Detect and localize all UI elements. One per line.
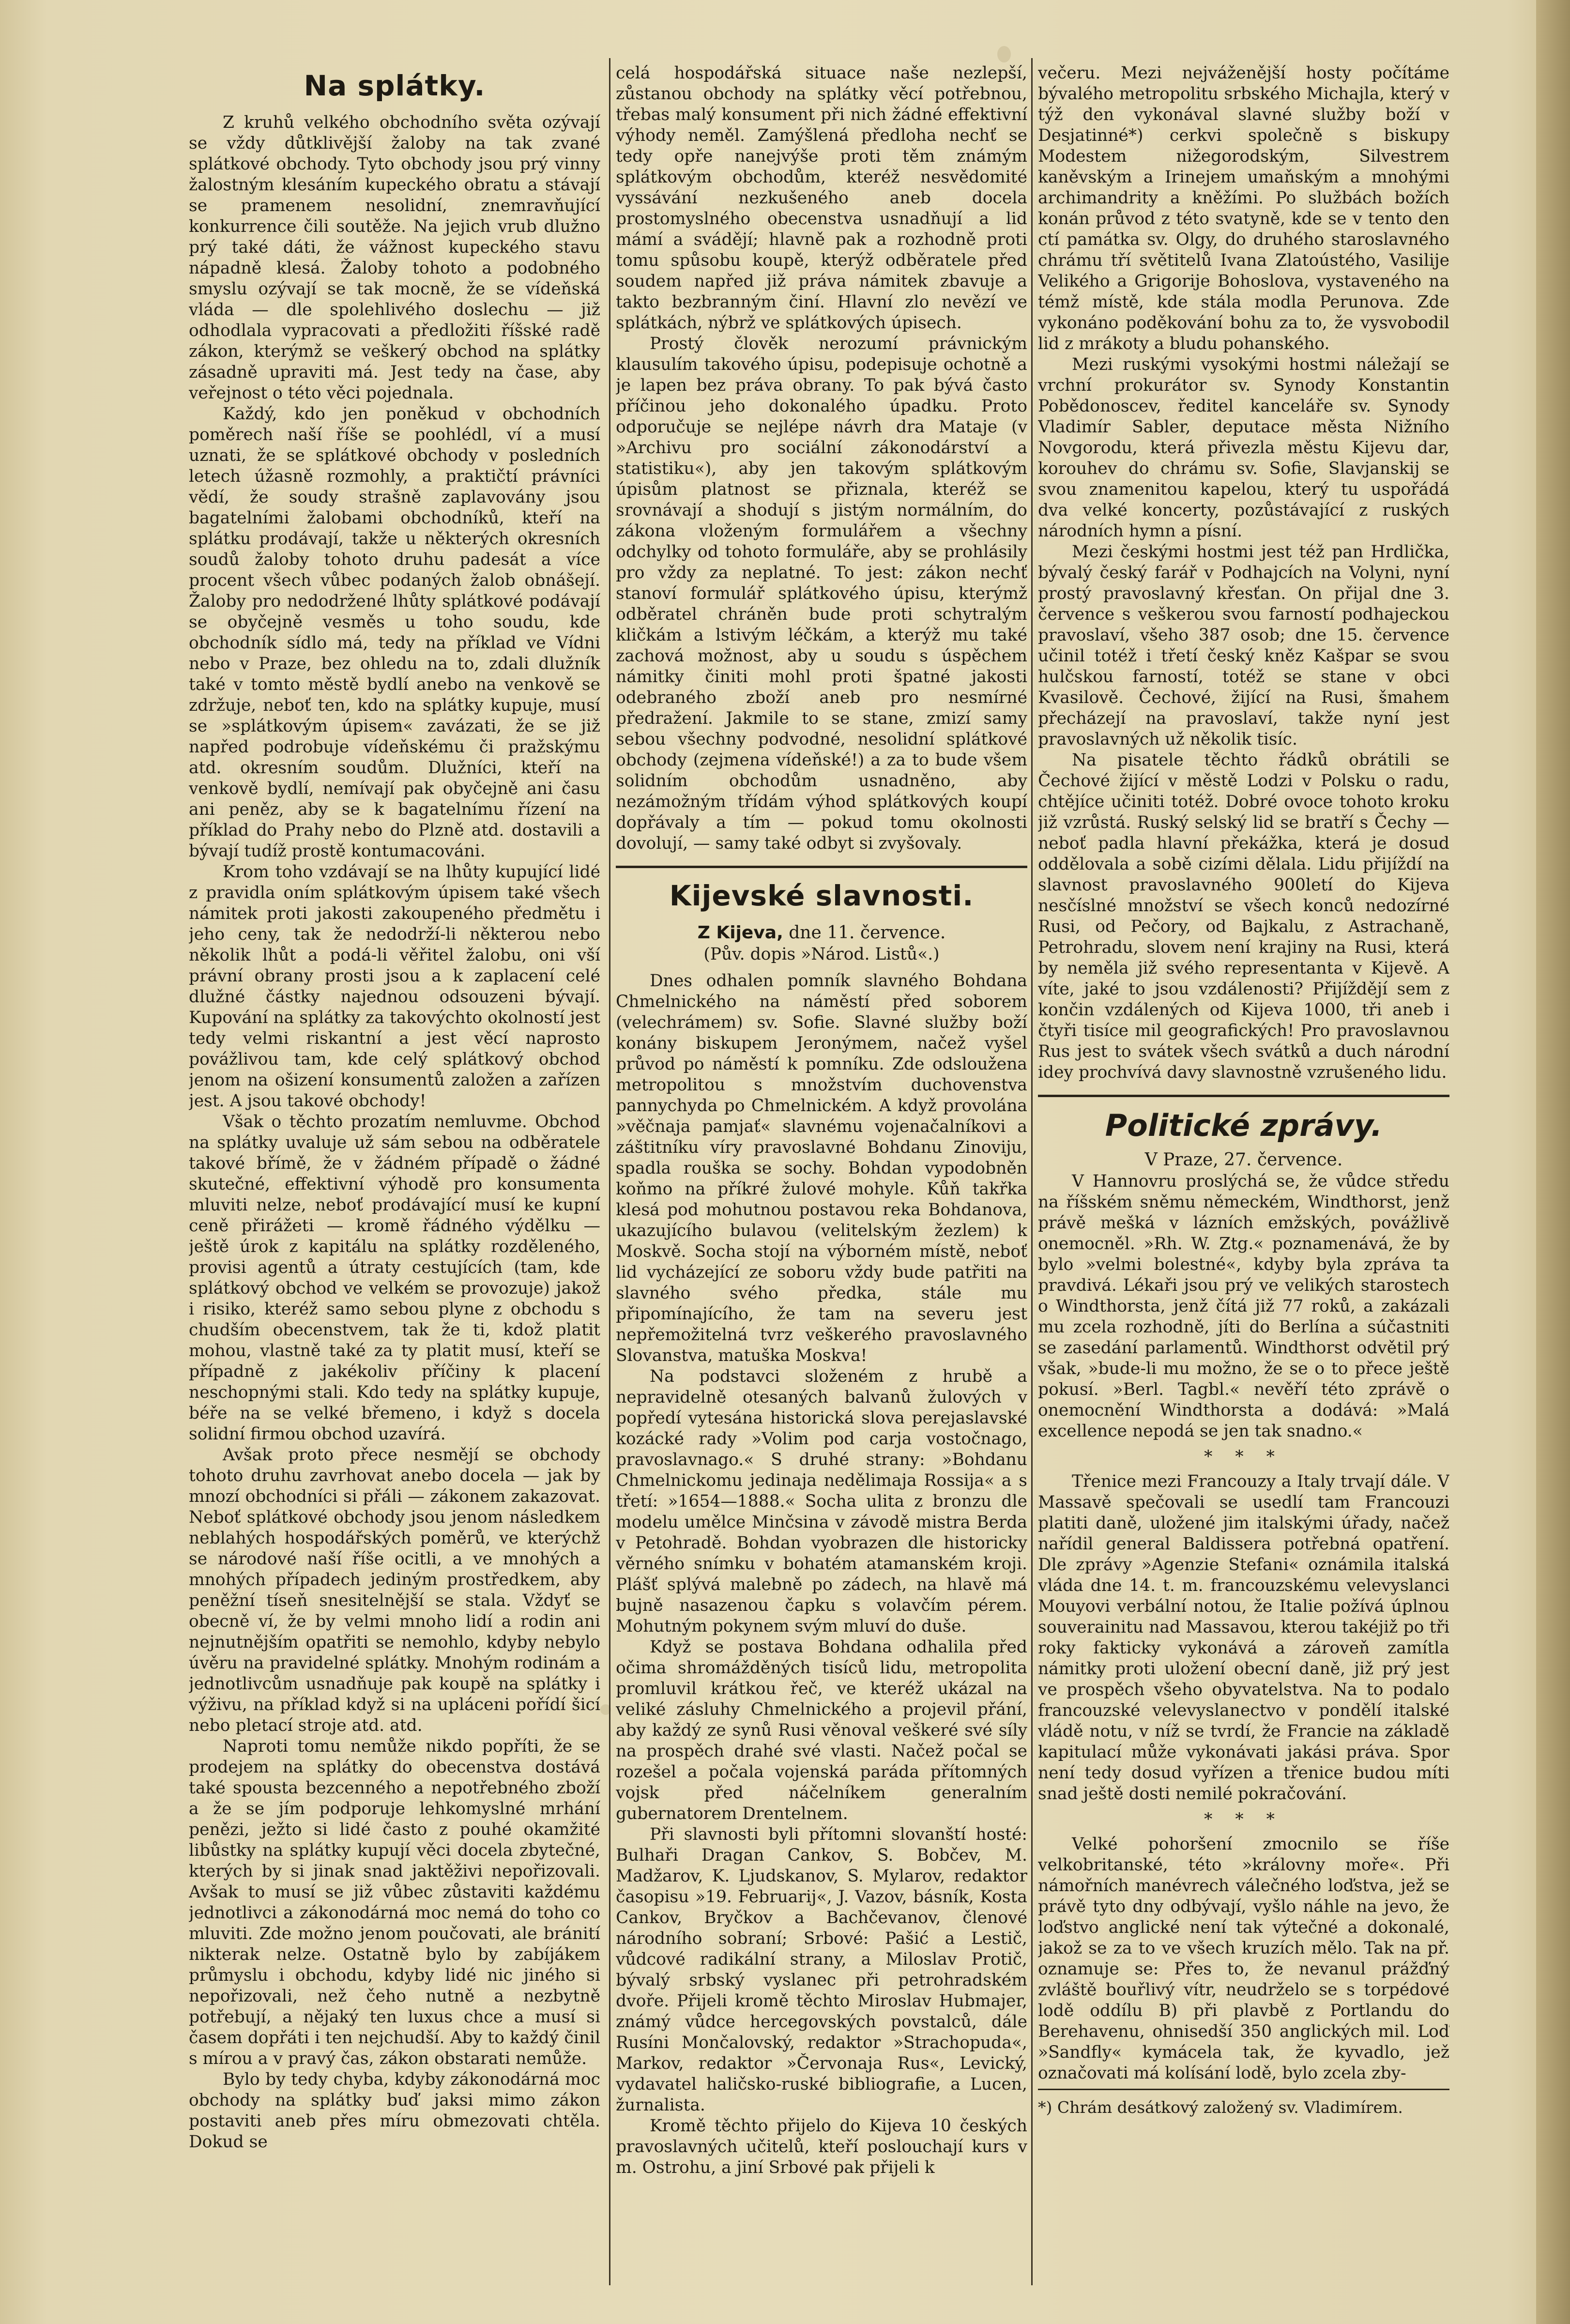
paragraph: Na pisatele těchto řádků obrátili se Čechové žijící v městě Lodzi v Polsku o radu, chtějíce učiniti totéž. Dobré ovoce tohoto kroku již vzrůstá. Ruský selský lid se bratří s Čechy — neboť padla hlavní překážka, která je dosud oddělovala a sobě cizími dělala. Lidu přijíždí na slavnost pravoslavného 900letí do Kijeva nesčíslné množství se všech konců nedozírné Rusi, od Pečory, od Bajkalu, z Astrachaně, Petrohradu, slovem není krajiny na Rusi, která by neměla již svého representanta v Kijevě. A víte, jaké to jsou vzdálenosti? Přijíždějí sem z končin vzdálených od Kijeva 1000, tři aneb i čtyři tisíce mil geografických! Pro pravoslavnou Rus jest to svátek všech svátků a duch národní idey prochvívá davy slavnostně vzrušeného lidu. (1038, 750, 1449, 1082)
paragraph: Avšak proto přece nesmějí se obchody tohoto druhu zavrhovat anebo docela — jak by mnozí obchodníci si přáli — zákonem zakazovat. Neboť splátkové obchody jsou jenom následkem neblahých hospodářských poměrů, ve kterýchž se národové naší říše ocitli, a ve mnohých a mnohých případech jediným prostředkem, aby peněžní tíseň snesitelnější se stala. Vždyť se obecně ví, že by velmi mnoho lidí a rodin ani nejnutnějším opatřiti se nemohlo, kdyby nebylo úvěru na pravidelné splátky. Mnohým rodinám a jednotlivcům usnadňuje pak koupě na splátky i výživu, na příklad když si na upláceni pořídí šicí nebo pletací stroje atd. atd. (189, 1445, 600, 1735)
paragraph: Naproti tomu nemůže nikdo popříti, že se prodejem na splátky do obecenstva dostává také spousta bezcenného a nepotřebného zboží a že se jím podporuje lehkomyslné mrhání penězi, ježto si lidé často z pouhé okamžité libůstky na splátky kupují věci docela zbytečné, kterých by si jinak snad jaktěživi nepořizovali. Avšak to musí se již vůbec zůstaviti každému jednotlivci a zákonodárná moc nemá do toho co mluviti. Zde možno jenom poučovati, ale bránití nikterak nelze. Ostatně bylo by zabíjákem průmyslu i obchodu, kdyby lidé nic jiného si nepořizovali, než čeho nutně a nezbytně potřebují, a nějaký ten luxus chce a musí si časem dopřáti i ten nejchudší. Aby to každý činil s mírou a v pravý čas, zákon obstarati nemůže. (189, 1737, 600, 2068)
paragraph: celá hospodářská situace naše nezlepší, zůstanou obchody na splátky věcí potřebnou, třebas malý konsument při nich žádné effektivní výhody neměl. Zamýšlená předloha nechť se tedy opře nanejvýše proti těm známým splátkovým obchodům, kteréž nesvědomité vyssávání nezkušeného aneb docela prostomyslného obecenstva usnadňují a lid mámí a svádějí; hlavně pak a rozhodně proti tomu spůsobu koupě, kterýž odběratele před soudem napřed již práva námitek zbavuje a takto bezbranným činí. Hlavní zlo nevězí ve splátkách, nýbrž ve splátkových úpisech. (616, 63, 1027, 333)
column-1 (189, 63, 600, 2290)
paragraph: Když se postava Bohdana odhalila před očima shromážděných tisíců lidu, metropolita promluvil krátkou řeč, ve kteréž ukázal na veliké zásluhy Chmelnického a projevil přání, aby každý ze synů Rusi věnoval veškeré své síly na prospěch drahé své vlasti. Načež počal se rozešel a počala vojenská paráda přítomných vojsk před náčelníkem generalním gubernatorem Drentelnem. (616, 1637, 1027, 1823)
column-3 (1038, 63, 1449, 2290)
page-edge (1536, 0, 1570, 2324)
paragraph: V Hannovru proslýchá se, že vůdce středu na říšském sněmu německém, Windthorst, jenž právě mešká v lázních emžských, povážlivě onemocněl. »Rh. W. Ztg.« poznamenává, že by bylo »velmi bolestné«, kdyby byla zpráva ta pravdivá. Lékaři jsou prý ve velikých starostech o Windthorsta, jenž čítá již 77 roků, a zakázali mu zcela rozhodně, jíti do Berlína a súčastniti se zasedání parlamentů. Windthorst odvětil prý však, »bude-li mu možno, že se o to přece ještě pokusí. »Berl. Tagbl.« nevěří této zprávě o onemocnění Windthorsta a dodává: »Malá excellence nepodá se jen tak snadno.« (1038, 1172, 1449, 1441)
paragraph: Prostý člověk nerozumí právnickým klausulím takového úpisu, podepisuje ochotně a je lapen bez práva obrany. To pak bývá často příčinou jeho dokonalého úpadku. Proto odporučuje se nejlépe návrh dra Mataje (v »Archivu pro sociální zákonodárství a statistiku«), aby jen takovým splátkovým úpisům platnost se přiznala, kteréž se srovnávají a shodují s jistým normálním, do zákona vloženým formulářem a všechny odchylky od tohoto formuláře, aby se prohlásily pro vždy za neplatné. To jest: zákon nechť stanoví formulář splátkového úpisu, kterýmž odběratel chráněn bude proti schytralým kličkám a lstivým léčkám, a kterýž mu také zachová možnost, aby u soudu s úspěchem námitky činiti mohl proti špatné jakosti odebraného zboží aneb pro nesmírné předražení. Jakmile to se stane, zmizí samy sebou všechny podvodné, nesolidní splátkové obchody (zejmena vídeňské!) a za to bude všem solidním obchodům usnadněno, aby nezámožným třídám výhod splátkových koupí dopřávaly a tím — pokud tomu okolnosti dovolují, — samy také odbyt si zvyšovaly. (616, 334, 1027, 853)
dateline-place: Z Kijeva, (697, 923, 783, 943)
section-stars: * * * (1204, 1447, 1283, 1467)
section-divider (1038, 1095, 1449, 1097)
dateline-date: dne 11. července. (789, 923, 946, 943)
paragraph: Na podstavci složeném z hrubě a nepravidelně otesaných balvanů žulových v popředí vytesána historická slova perejaslavské kozácké rady »Volim pod carja vostočnago, pravoslavnago.« S druhé strany: »Bohdanu Chmelnickomu jedinaja nedělimaja Rossija« a s třetí: »1654—1888.« Socha ulita z bronzu dle modelu umělce Minčsina v závodě mistra Berda v Petohradě. Bohdan vyobrazen dle historicky věrného snímku v bohatém atamanském kroji. Plášť splývá malebně po zádech, na hlavě má bujně nasazenou čapku s volavčím pérem. Mohutným pokynem svým mluví do duše. (616, 1367, 1027, 1636)
paragraph: Z kruhů velkého obchodního světa ozývají se vždy důtklivější žaloby na tak zvané splátkové obchody. Tyto obchody jsou prý vinny žalostným klesáním kupeckého obratu a stávají se pramenem nesolidní, znemravňující konkurrence čili soutěže. Na jejich vrub dlužno prý také dáti, že vážnost kupeckého stavu nápadně klesá. Žaloby tohoto a podobného smyslu ozývají se tak mocně, že se vídeňská vláda — dle spolehlivého doslechu — již odhodlala vypracovati a předložiti říšské radě zákon, kterýmž se veškerý obchod na splátky zásadně upraviti má. Jest tedy na čase, aby veřejnost o této věci pojednala. (189, 113, 600, 403)
paragraph: Krom toho vzdávají se na lhůty kupující lidé z pravidla oním splátkovým úpisem také všech námitek proti jakosti zakoupeného předmětu i jeho ceny, tak že nedodrží-li některou nebo několik lhůt a podá-li věřitel žalobu, oni vší právní obrany prosti jsou a k zaplacení celé dlužné částky najednou odsouzeni bývají. Kupování na splátky za takovýchto okolností jest tedy velmi riskantní a jest věcí naprosto povážlivou tam, kde celý splátkový obchod jenom na ošizení konsumentů založen a zařízen jest. A jsou takové obchody! (189, 862, 600, 1111)
paragraph: Každý, kdo jen poněkud v obchodních poměrech naší říše se poohlédl, ví a musí uznati, že se splátkové obchody v posledních letech úžasně rozmohly, a praktičtí právníci vědí, že soudy strašně zaplavovány jsou bagatelními žalobami obchodníků, kteří na splátku prodávají, takže u některých okresních soudů žaloby tohoto druhu padesát a více procent všech vůbec podaných žalob obnášejí. Žaloby pro nedodržené lhůty splátkové podávají se obyčejně vesměs u toho soudu, kde obchodník sídlo má, tedy na příklad ve Vídni nebo v Praze, bez ohledu na to, zdali dlužník také v tomto městě bydlí anebo na venkově se zdržuje, neboť ten, kdo na splátky kupuje, musí se »splátkovým úpisem« zavázati, že se již napřed podrobuje vídeňskému či pražskýmu atd. okresním soudům. Dlužníci, kteří na venkově bydlí, nemívají pak obyčejně ani času ani peněz, aby se k bagatelnímu řízení na příklad do Prahy nebo do Plzně atd. dostavili a bývají tudíž prostě kontumacováni. (189, 404, 600, 861)
paragraph: Mezi českými hostmi jest též pan Hrdlička, bývalý český farář v Podhajcích na Volyni, nyní prostý pravoslavný křesťan. On přijal dne 3. července s veškerou svou farností podhajeckou pravoslaví, všeho 387 osob; dne 15. července učinil totéž i třetí český kněz Kašpar se svou hulčskou farností, totéž se stane v obci Kvasilově. Čechové, žijící na Rusi, šmahem přecházejí na pravoslaví, takže nyní jest pravoslavných už několik tisíc. (1038, 542, 1449, 749)
section-divider (616, 866, 1027, 868)
column-rule (609, 58, 610, 2285)
footnote-rule (1038, 2089, 1449, 2090)
paragraph: Třenice mezi Francouzy a Italy trvají dále. V Massavě spečovali se usedlí tam Francouzi platiti daně, uložené jim italskými úřady, načež nařídil general Baldissera potřebná opatření. Dle zprávy »Agenzie Stefani« oznámila italská vláda dne 14. t. m. francouzskému velevyslanci Mouyovi verbální notou, že Italie požívá úplnou souverainitu nad Massavou, kterou takéjiž po tři roky fakticky vykonává a zároveň zamítla námitky proti uložení obecní daně, již prý jest ve prospěch všeho obyvatelstva. Na to podalo francouzské velevyslanectvo v pondělí italské vládě notu, v níž se tvrdí, že Francie na základě kapitulací může vykonávati jakási práva. Spor není tedy dosud vyřízen a třenice budou míti snad ještě dosti nemilé pokračování. (1038, 1472, 1449, 1804)
paragraph: Bylo by tedy chyba, kdyby zákonodárná moc obchody na splátky buď jaksi mimo zákon postaviti aneb přes míru obmezovati chtěla. Dokud se (189, 2070, 600, 2152)
paragraph: Mezi ruskými vysokými hostmi náležají se vrchní prokurátor sv. Synody Konstantin Pobědonoscev, ředitel kanceláře sv. Synody Vladimír Sabler, deputace města Nižního Novgorodu, která přivezla městu Kijevu dar, korouhev do chrámu sv. Sofie, Slavjanskij se svou znamenitou kapelou, který tu uspořádá dva velké koncerty, pozůstávající z ruských národních hymn a písní. (1038, 355, 1449, 541)
paragraph: Velké pohoršení zmocnilo se říše velkobritanské, této »královny moře«. Při námořních manévrech válečného loďstva, jež se právě tyto dny odbývají, vyšlo náhle na jevo, že loďstvo anglické není tak výtečné a dokonalé, jakož se za to ve všech kruzích mělo. Tak na př. oznamuje se: Přes to, že nevanul prážďný zvláště bouřlivý vítr, neudrželo se s torpédové lodě oddílu B) při plavbě z Portlandu do Berehavenu, ohnisedší 350 anglických mil. Loď »Sandfly« kymácela tak, že kyvadlo, jež označovati má kolísání lodě, bylo zcela zby- (1038, 1835, 1449, 2083)
paragraph: večeru. Mezi nejváženější hosty počítáme bývalého metropolitu srbského Michajla, který v týž den vykonával slavné služby boží v Desjatinné*) cerkvi společně s biskupy Modestem nižegorodským, Silvestrem kaněvským a Irinejem umaňským a mnohými archimandrity a kněžími. Po službách božích konán průvod z této svatyně, kde se v tento den ctí památka sv. Olgy, do druhého staroslavného chrámu tří světitelů Ivana Zlatoústého, Vasilije Velikého a Grigorije Bohoslova, vystaveného na témž místě, kde stála modla Perunova. Zde vykonáno poděkování bohu za to, že vysvobodil lid z mrákoty a bludu pohanského. (1038, 63, 1449, 353)
paragraph: Však o těchto prozatím nemluvme. Obchod na splátky uvaluje už sám sebou na odběratele takové břímě, že v žádném případě o žádné skutečné, effektivní výhodě pro konsumenta mluviti nelze, neboť prodávající musí ke kupní ceně přirážeti — kromě řádného výdělku — ještě úrok z kapitálu na splátky rozděleného, provisi agentů a útraty cestujících (tam, kde splátkový obchod ve velkém se provozuje) jakož i risiko, kteréž samo sebou plyne z obchodu s chudším obecenstvem, tak že ti, kdož platit mohou, vlastně také za ty platit musí, kteří se případně z jakékoliv příčiny k placení neschopnými stali. Kdo tedy na splátky kupuje, béře na se velké břemeno, i když s docela solidní firmou obchod uzavírá. (189, 1112, 600, 1444)
column-rule (1031, 58, 1033, 2285)
paper-stain (997, 46, 1011, 62)
paragraph: Kromě těchto přijelo do Kijeva 10 českých pravoslavných učitelů, kteří poslouchají kurs v m. Ostrohu, a jiní Srbové pak přijeli k (616, 2116, 1027, 2177)
section-stars: * * * (1204, 1810, 1283, 1829)
dateline: V Praze, 27. července. (1144, 1150, 1343, 1170)
dateline (616, 922, 1027, 943)
section-heading: Politické zprávy. (1105, 1108, 1383, 1143)
article-heading: Kijevské slavnosti. (669, 879, 974, 912)
paragraph: Při slavnosti byli přítomni slovanští hosté: Bulhaři Dragan Cankov, S. Bobčev, M. Madžarov, K. Ljudskanov, S. Mylarov, redaktor časopisu »19. Februarij«, J. Vazov, básník, Kosta Cankov, Bryčkov a Bachčevanov, členové národního sobraní; Srbové: Pašić a Lestič, vůdcové radikální strany, a Miloslav Protič, bývalý srbský vyslanec při petrohradském dvoře. Přijeli kromě těchto Miroslav Hubmajer, známý vůdce hercegovských povstalců, dále Rusíni Mončalovský, redaktor »Strachopuda«, Markov, redaktor »Červonaja Rus«, Levický, vydavatel haličsko-ruské bibliografie, a Lucen, žurnalista. (616, 1825, 1027, 2115)
paragraph: Dnes odhalen pomník slavného Bohdana Chmelnického na náměstí před soborem (velechrámem) sv. Sofie. Slavné služby boží konány biskupem Jeronýmem, načež vyšel průvod po náměstí k pomníku. Zde odsloužena metropolitou s množstvím duchovenstva pannychyda po Chmelnickém. A když provolána »věčnaja pamjať« slavnému vojenačalníkovi a záštitníku víry pravoslavné Bohdanu Zinoviju, spadla rouška se sochy. Bohdan vypodobněn koňmo na příkré žulové mohyle. Kůň takřka klesá pod mohutnou postavou reka Bohdanova, ukazujícího bulavou (velitelským žezlem) k Moskvě. Socha stojí na výborném místě, neboť lid vycházející ze soboru vždy bude patřiti na slavného svého předka, stále mu připomínajícího, že tam na severu jest nepřemožitelná tvrz veškerého pravoslavného Slovanstva, matuška Moskva! (616, 971, 1027, 1365)
source-note: (Pův. dopis »Národ. Listů«.) (703, 945, 940, 964)
column-2 (616, 63, 1027, 2290)
footnote: *) Chrám desátkový založený sv. Vladimírem. (1038, 2098, 1403, 2117)
article-heading: Na splátky. (304, 69, 486, 102)
